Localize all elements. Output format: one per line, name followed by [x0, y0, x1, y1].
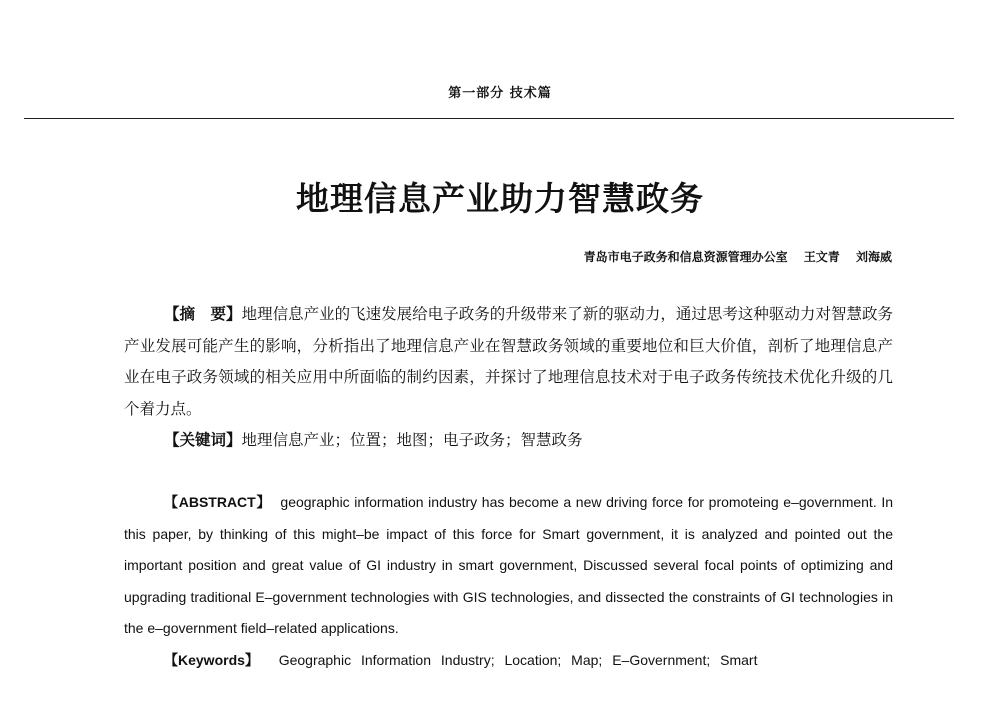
english-keywords: [124, 645, 893, 677]
keywords-label: 【关键词】: [164, 431, 242, 449]
keywords-en-text: Geographic Information Industry; Location; Map; E–Government; Smart: [278, 651, 758, 668]
keywords-text: 地理信息产业；位置；地图；电子政务；智慧政务: [241, 431, 583, 449]
keywords-en-label: 【Keywords】: [164, 651, 259, 668]
english-abstract-section: [124, 487, 893, 676]
abstract-en-label: 【ABSTRACT】: [164, 494, 272, 510]
chinese-keywords: [124, 425, 893, 457]
header-rule: [24, 118, 954, 119]
author-line: [572, 248, 892, 265]
author-affiliation: 青岛市电子政务和信息资源管理办公室: [583, 250, 788, 264]
author-name: 刘海威: [855, 250, 892, 264]
paper-title: 地理信息产业助力智慧政务: [296, 179, 704, 218]
abstract-en-text: geographic information industry has become a new driving force for promoteing e–government. In this paper, by thinking of this might–be impact of this force for Smart government, it is analyzed and pointed out the important position and great value of GI industry in smart government, Discussed several focal points of optimizing and upgrading traditional E–government technologies with GIS technologies, and dissected the constraints of GI technologies in the e–government field–related applications.: [124, 494, 893, 636]
chinese-abstract-section: [124, 299, 893, 457]
abstract-label: 【摘 要】: [164, 305, 242, 323]
chinese-abstract: [124, 299, 893, 425]
english-abstract: [124, 487, 893, 645]
running-header: 第一部分 技术篇: [448, 86, 552, 101]
author-name: 王文青: [803, 250, 840, 264]
abstract-text: 地理信息产业的飞速发展给电子政务的升级带来了新的驱动力，通过思考这种驱动力对智慧政务产业发展可能产生的影响，分析指出了地理信息产业在智慧政务领域的重要地位和巨大价值，剖析了地理信息产业在电子政务领域的相关应用中所面临的制约因素，并探讨了地理信息技术对于电子政务传统技术优化升级的几个着力点。: [124, 305, 893, 418]
